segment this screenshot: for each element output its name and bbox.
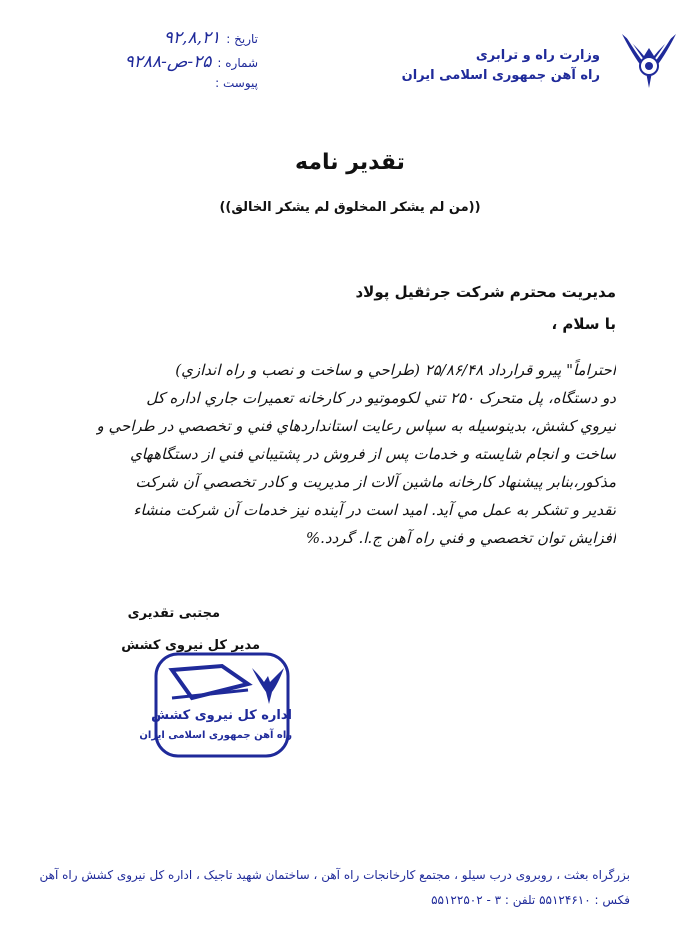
attachment-label: پیوست : (215, 76, 258, 90)
ministry-name: وزارت راه و ترابری (475, 48, 600, 63)
stamp-text-line1: اداره کل نیروی کشش (151, 708, 292, 723)
date-value: ۹۲,۸,۲۱ (163, 28, 221, 48)
stamp-text-line2: راه آهن جمهوری اسلامی ایران (139, 730, 292, 741)
number-label: شماره : (217, 56, 258, 70)
greeting: با سلام ، (551, 315, 616, 333)
body-line: مذکور،بنابر پيشنهاد کارخانه ماشين آلات از مديريت و کادر تخصصي آن شرکت (135, 473, 616, 491)
letter-meta (88, 20, 258, 100)
signatory-position: مدیر کل نیروی کشش (121, 638, 260, 653)
letter-body (96, 356, 616, 552)
footer-contact: فکس : ۵۵۱۲۴۶۱۰ تلفن : ۳ - ۵۵۱۲۲۵۰۲ (431, 893, 630, 907)
body-line: ساخت و انجام شايسته و خدمات پس از فروش در پشتيباني فني از دستگاههاي (129, 445, 616, 463)
date-label: تاریخ : (226, 32, 258, 46)
verse-quote: ((من لم یشکر المخلوق لم یشکر الخالق)) (219, 200, 481, 215)
letter-title: تقدیر نامه (295, 150, 405, 175)
official-stamp (139, 650, 292, 760)
number-value: ۲۵-ص-۹۲۸۸ (124, 52, 212, 72)
railway-emblem-icon (616, 28, 682, 94)
stamp-emblem-icon (139, 650, 292, 760)
date-row (164, 28, 258, 50)
organization-name (402, 46, 600, 86)
body-line: احتراماً" پیرو قرارداد ۲۵/۸۶/۴۸ (طراحي و ساخت و نصب و راه اندازي) (175, 361, 616, 379)
addressee: مدیریت محترم شرکت جرثقیل پولاد (355, 283, 616, 301)
body-line: نيروي کشش، بدينوسيله به سپاس رعايت استانداردهاي فني و تخصصي در طراحي و (96, 417, 616, 435)
body-line: دو دستگاه، پل متحرک ۲۵۰ تني لکوموتيو در کارخانه تعميرات جاري اداره کل (146, 389, 616, 407)
number-row (125, 52, 258, 74)
railway-name: راه آهن جمهوری اسلامی ایران (401, 68, 600, 83)
attachment-row (215, 76, 258, 98)
organization-header (382, 28, 682, 98)
body-line: تقدير و تشکر به عمل مي آيد. اميد است در آينده نيز خدمات آن شرکت منشاء (133, 501, 616, 519)
body-line: افزايش توان تخصصي و فني راه آهن ج.ا. گردد.% (305, 529, 616, 547)
signatory-name: مجتبی تقدیری (127, 606, 220, 621)
footer-address: بزرگراه بعثت ، روبروی درب سیلو ، مجتمع کارخانجات راه آهن ، ساختمان شهید تاجیک ، اداره کل نیروی کشش راه آهن (39, 868, 630, 882)
